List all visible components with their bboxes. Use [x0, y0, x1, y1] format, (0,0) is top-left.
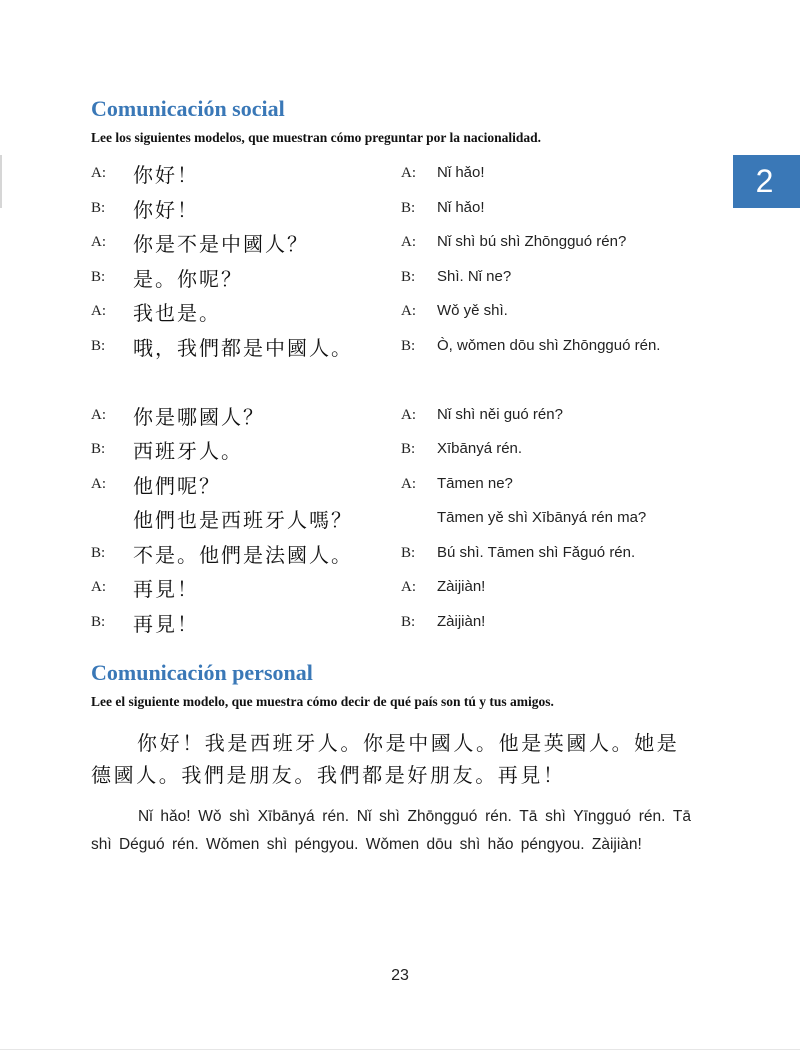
- speaker-label: A:: [401, 303, 416, 319]
- speaker-label: A:: [91, 303, 106, 319]
- chinese-text: 西班牙人。: [133, 439, 243, 463]
- pinyin-text: Tāmen yě shì Xībānyá rén ma?: [437, 509, 647, 526]
- pinyin-text: Nǐ hǎo!: [437, 198, 485, 216]
- speaker-label: B:: [401, 544, 416, 561]
- pinyin-text: Shì. Nǐ ne?: [437, 267, 512, 285]
- speaker-label: B:: [91, 544, 106, 561]
- speaker-label: B:: [91, 441, 106, 457]
- section-instruction-social: Lee los siguientes modelos, que muestran cómo preguntar por la nacionalidad.: [91, 130, 542, 145]
- speaker-label: A:: [91, 475, 106, 492]
- pinyin-text: Bú shì. Tāmen shì Fǎguó rén.: [437, 543, 636, 561]
- pinyin-paragraph: Nǐ hǎo! Wǒ shì Xībānyá rén. Nǐ shì Zhōngguó rén. Tā shì Yīngguó rén. Tā shì Déguó rén. Wǒmen shì péngyou. Wǒmen dōu shì hǎo péngyou. Zàijiàn!: [91, 808, 691, 853]
- pinyin-text: Zàijiàn!: [437, 578, 486, 595]
- section-instruction-personal: Lee el siguiente modelo, que muestra cómo decir de qué país son tú y tus amigos.: [91, 694, 554, 709]
- dialogue-line: [0, 469, 800, 504]
- speaker-label: B:: [91, 337, 106, 354]
- dialogue-line: [0, 227, 800, 262]
- speaker-label: A:: [401, 234, 416, 250]
- speaker-label: A:: [401, 475, 416, 492]
- dialogue-line: [0, 572, 800, 607]
- dialogue-line: [0, 193, 800, 228]
- dialogue-line: [0, 262, 800, 297]
- chinese-text: 哦，我們都是中國人。: [133, 335, 353, 360]
- chinese-text: 你是哪國人？: [133, 404, 265, 429]
- pinyin-text: Tāmen ne?: [437, 474, 513, 492]
- chinese-paragraph: 你好！我是西班牙人。你是中國人。他是英國人。她是德國人。我們是朋友。我們都是好朋友。再見！: [91, 731, 680, 787]
- pinyin-text: Nǐ shì něi guó rén?: [437, 405, 563, 423]
- speaker-label: A:: [401, 406, 416, 423]
- dialogue-line: [0, 434, 800, 469]
- speaker-label: B:: [91, 613, 106, 630]
- chinese-text: 不是。他們是法國人。: [133, 542, 353, 567]
- pinyin-text: Nǐ hǎo!: [437, 164, 485, 181]
- page-number: 23: [391, 967, 409, 984]
- speaker-label: A:: [401, 579, 416, 595]
- dialogue-line-continuation: [0, 503, 800, 538]
- pinyin-text: Ò, wǒmen dōu shì Zhōngguó rén.: [437, 336, 661, 354]
- bottom-rule: [0, 1049, 800, 1050]
- pinyin-text: Nǐ shì bú shì Zhōngguó rén?: [437, 233, 627, 250]
- chinese-text: 再見！: [133, 611, 199, 636]
- speaker-label: B:: [91, 268, 106, 285]
- chapter-number: 2: [755, 163, 774, 199]
- speaker-label: B:: [401, 613, 416, 630]
- speaker-label: A:: [91, 579, 106, 595]
- pinyin-text: Wǒ yě shì.: [437, 302, 508, 319]
- dialogue-line: [0, 158, 800, 193]
- pinyin-text: Xībānyá rén.: [437, 440, 523, 457]
- speaker-label: B:: [401, 337, 416, 354]
- speaker-label: B:: [401, 441, 416, 457]
- dialogue-line: [0, 538, 800, 573]
- dialogue-line: [0, 400, 800, 435]
- chinese-text: 你是不是中國人？: [133, 232, 309, 256]
- speaker-label: B:: [91, 199, 106, 216]
- section-heading-social: Comunicación social: [91, 96, 285, 121]
- dialogue-line: [0, 331, 800, 366]
- chinese-text: 你好！: [133, 163, 199, 187]
- chinese-text: 他們也是西班牙人嗎？: [133, 508, 353, 532]
- speaker-label: A:: [91, 165, 106, 181]
- speaker-label: A:: [91, 406, 106, 423]
- speaker-label: A:: [401, 165, 416, 181]
- chinese-text: 是。你呢？: [133, 266, 243, 291]
- speaker-label: B:: [401, 199, 416, 216]
- speaker-label: B:: [401, 268, 416, 285]
- pinyin-text: Zàijiàn!: [437, 612, 486, 630]
- dialogue-line: [0, 296, 800, 331]
- chinese-text: 你好！: [133, 197, 199, 222]
- chinese-text: 我也是。: [133, 301, 221, 325]
- chinese-text: 再見！: [133, 577, 199, 601]
- dialogue-line: [0, 607, 800, 642]
- section-heading-personal: Comunicación personal: [91, 660, 313, 685]
- speaker-label: A:: [91, 234, 106, 250]
- chinese-text: 他們呢？: [133, 473, 221, 498]
